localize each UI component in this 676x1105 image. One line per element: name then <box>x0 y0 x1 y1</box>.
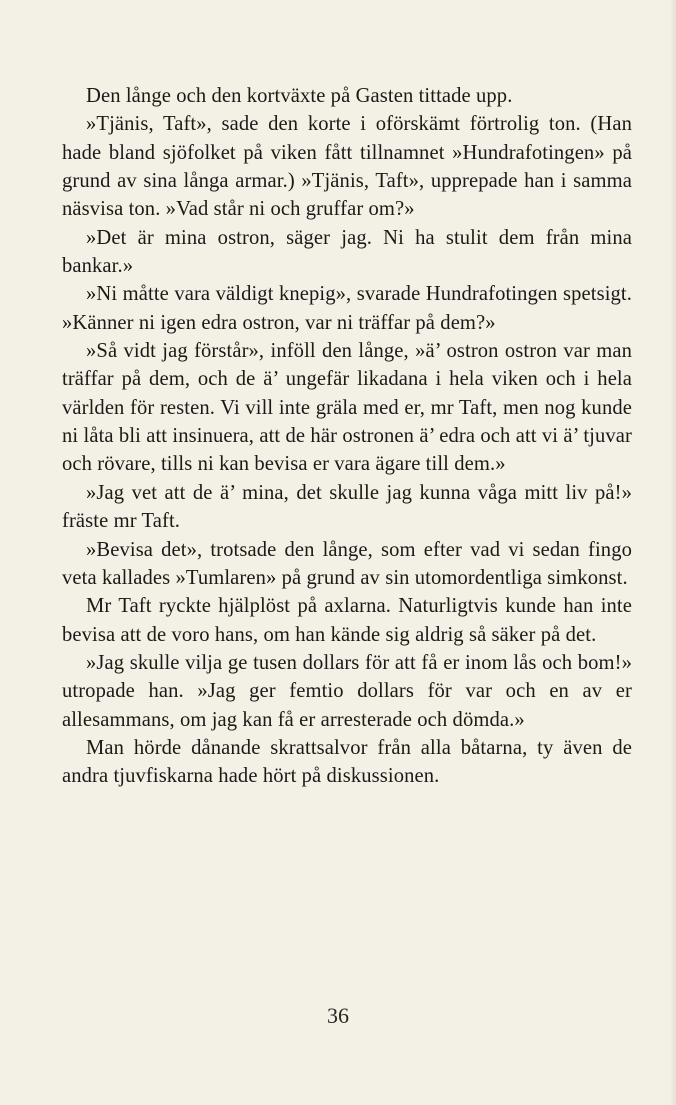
paragraph-10: Man hörde dånande skrattsalvor från alla båtarna, ty även de andra tjuvfiskarna hade hört på diskussionen. <box>62 736 632 788</box>
paragraph-9: »Jag skulle vilja ge tusen dollars för att få er inom lås och bom!» utropade han. »Jag ger femtio dollars för var och en av er allesammans, om jag kan få er arresterade och dömda.» <box>62 651 632 731</box>
paragraph-3: »Det är mina ostron, säger jag. Ni ha stulit dem från mina bankar.» <box>62 226 632 278</box>
page-number: 36 <box>327 1003 349 1028</box>
paragraph-6: »Jag vet att de ä’ mina, det skulle jag kunna våga mitt liv på!» fräste mr Taft. <box>62 481 632 533</box>
body-text <box>62 82 632 791</box>
paragraph-4: »Ni måtte vara väldigt knepig», svarade Hundrafotingen spetsigt. »Känner ni igen edra ostron, var ni träffar på dem?» <box>62 283 632 334</box>
paragraph-2: »Tjänis, Taft», sade den korte i oförskämt förtrolig ton. (Han hade bland sjöfolket på viken fått tillnamnet »Hundrafotingen» på grund av sina långa armar.) »Tjänis, Taft», upprepade han i samma näsvisa ton. »Vad står ni och gruffar om?» <box>62 113 632 221</box>
paragraph-7: »Bevisa det», trotsade den långe, som efter vad vi sedan fingo veta kallades »Tumlaren» på grund av sin utomordentliga simkonst. <box>62 538 632 589</box>
page-edge-shadow <box>670 0 676 1105</box>
paragraph-8: Mr Taft ryckte hjälplöst på axlarna. Naturligtvis kunde han inte bevisa att de voro hans, om han kände sig aldrig så säker på det. <box>62 595 632 646</box>
paragraph-5: »Så vidt jag förstår», inföll den långe, »ä’ ostron ostron var man träffar på dem, och de ä’ ungefär likadana i hela viken och i hela världen för resten. Vi vill inte gräla med er, mr Taft, men nog kunde ni låta bli att insinuera, att de här ostronen ä’ edra och att vi ä’ tjuvar och rövare, tills ni kan bevisa er vara ägare till dem.» <box>62 340 632 476</box>
paragraph-1: Den långe och den kortväxte på Gasten tittade upp. <box>86 85 513 107</box>
